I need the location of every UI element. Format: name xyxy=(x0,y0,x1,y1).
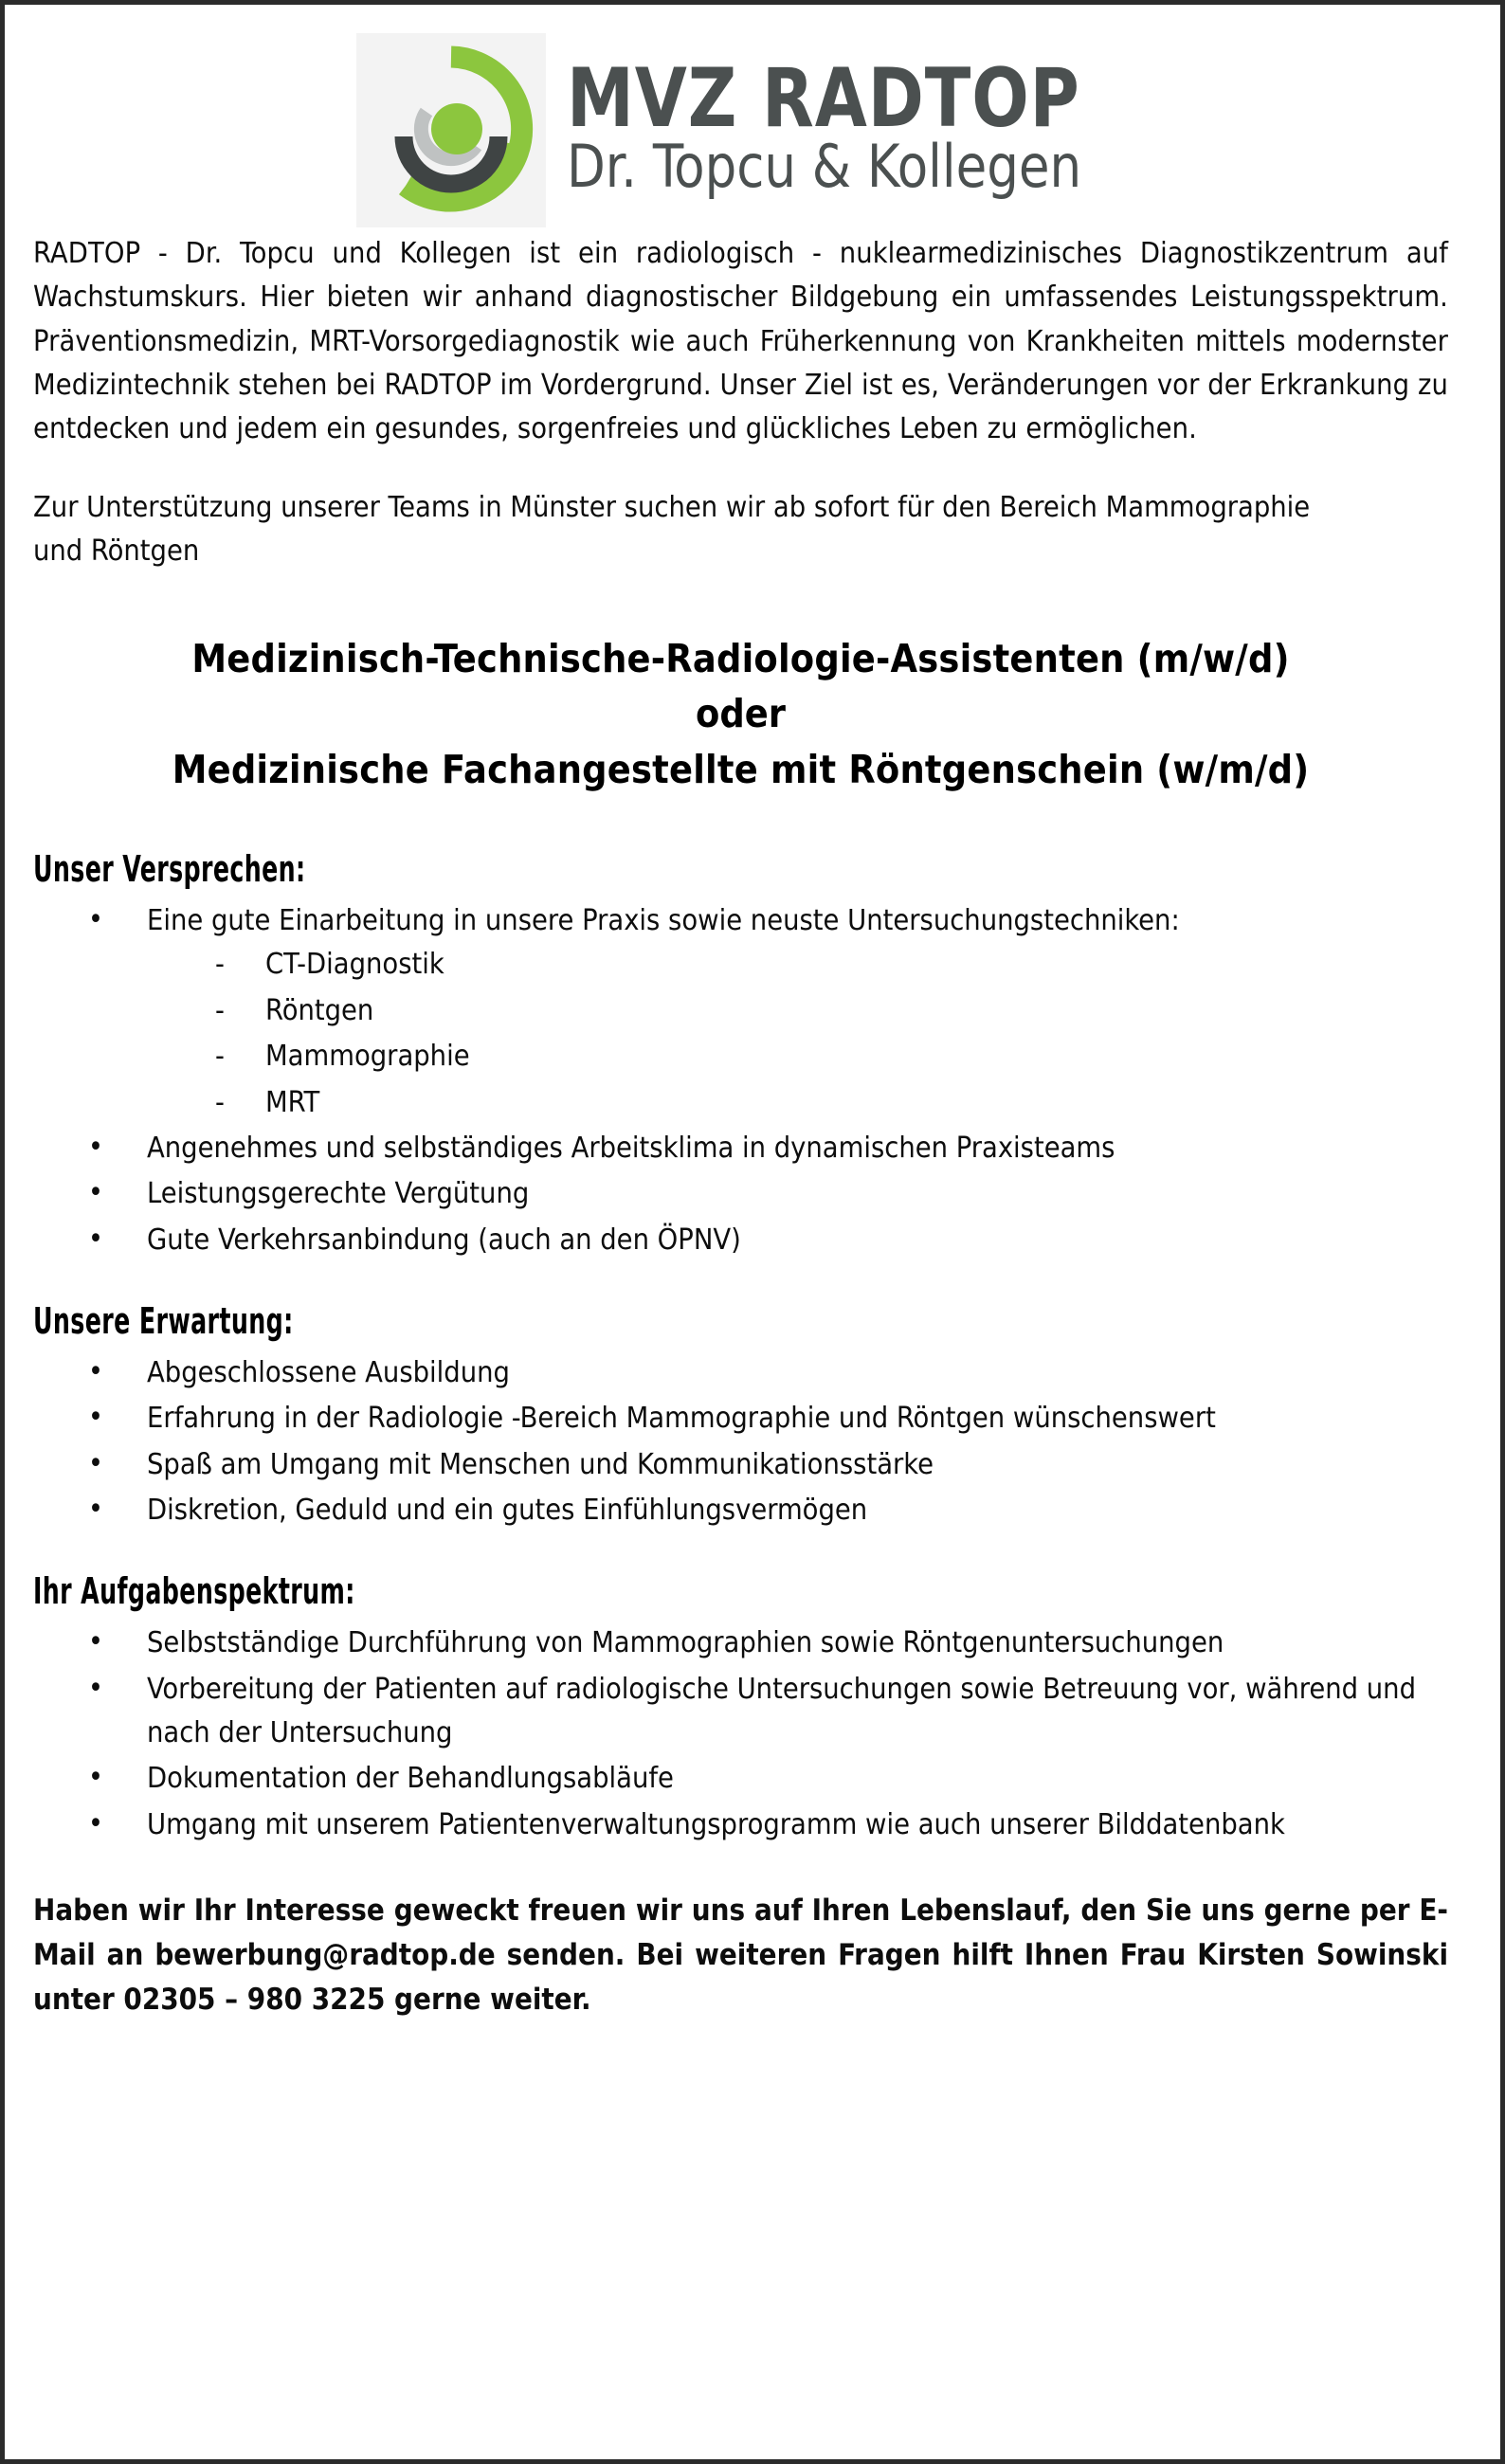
list-item: • Spaß am Umgang mit Menschen und Kommunikationsstärke xyxy=(33,1443,1448,1487)
lead-paragraph: Zur Unterstützung unserer Teams in Münster suchen wir ab sofort für den Bereich Mammographie und Röntgen xyxy=(33,490,1311,569)
bullet-list xyxy=(33,899,1448,1262)
closing-paragraph: Haben wir Ihr Interesse geweckt freuen wir uns auf Ihren Lebenslauf, den Sie uns gerne per E-Mail an bewerbung@radtop.de senden. Bei weiteren Fragen hilft Ihnen Frau Kirsten Sowinski unter 02305 – 980 3225 gerne weiter. xyxy=(33,1893,1448,2018)
section-unsere-erwartung xyxy=(33,1300,1448,1532)
intro-paragraph: RADTOP - Dr. Topcu und Kollegen ist ein radiologisch - nuklearmedizinisches Diagnostikzentrum auf Wachstumskurs. Hier bieten wir anhand diagnostischer Bildgebung ein umfassendes Leistungsspektrum. Präventionsmedizin, MRT-Vorsorgediagnostik wie auch Früherkennung von Krankheiten mittels modernster Medizintechnik stehen bei RADTOP im Vordergrund. Unser Ziel ist es, Veränderungen vor der Erkrankung zu entdecken und jedem ein gesundes, sorgenfreies und glückliches Leben zu ermöglichen. xyxy=(33,237,1448,446)
section-heading: Unser Versprechen: xyxy=(33,848,306,891)
sub-list-item: - Röntgen xyxy=(147,989,1448,1033)
list-item: • Vorbereitung der Patienten auf radiologische Untersuchungen sowie Betreuung vor, während und nach der Untersuchung xyxy=(33,1668,1448,1756)
section-unser-versprechen xyxy=(33,848,1448,1262)
list-item: • Selbstständige Durchführung von Mammographien sowie Röntgenuntersuchungen xyxy=(33,1622,1448,1665)
section-ihr-aufgabenspektrum xyxy=(33,1570,1448,1847)
sub-list-item: - Mammographie xyxy=(147,1035,1448,1078)
job-title-primary: Medizinisch-Technische-Radiologie-Assistenten (m/w/d) xyxy=(191,635,1290,681)
logo-brand-name: MVZ RADTOP xyxy=(567,51,1080,147)
bullet-list xyxy=(33,1351,1448,1532)
job-title-secondary: Medizinische Fachangestellte mit Röntgenschein (w/m/d) xyxy=(172,746,1310,792)
section-heading: Unsere Erwartung: xyxy=(33,1299,294,1342)
logo-brand-subtitle: Dr. Topcu & Kollegen xyxy=(567,131,1082,201)
list-item: • Leistungsgerechte Vergütung xyxy=(33,1172,1448,1216)
list-item: • Erfahrung in der Radiologie -Bereich Mammographie und Röntgen wünschenswert xyxy=(33,1397,1448,1440)
company-logo xyxy=(356,33,1125,227)
list-item: • Dokumentation der Behandlungsabläufe xyxy=(33,1757,1448,1801)
list-item xyxy=(33,899,1448,1125)
sub-list-item: - MRT xyxy=(147,1081,1448,1125)
list-item: • Angenehmes und selbständiges Arbeitsklima in dynamischen Praxisteams xyxy=(33,1127,1448,1170)
logo-wordmark xyxy=(567,51,1125,201)
list-item: • Umgang mit unserem Patientenverwaltungsprogramm wie auch unserer Bilddatenbank xyxy=(33,1803,1448,1847)
section-spacer xyxy=(33,1538,1448,1570)
page-content xyxy=(5,5,1500,2459)
list-item-text: Eine gute Einarbeitung in unsere Praxis sowie neuste Untersuchungstechniken: xyxy=(147,904,1180,938)
section-heading: Ihr Aufgabenspektrum: xyxy=(33,1570,355,1613)
radtop-circular-emblem-icon xyxy=(356,33,546,227)
list-item: • Abgeschlossene Ausbildung xyxy=(33,1351,1448,1395)
job-title-conjunction: oder xyxy=(696,691,786,737)
list-item: • Diskretion, Geduld und ein gutes Einfühlungsvermögen xyxy=(33,1489,1448,1532)
sub-bullet-list xyxy=(147,943,1448,1124)
section-spacer xyxy=(33,1268,1448,1300)
job-title-block xyxy=(33,633,1448,796)
bullet-list xyxy=(33,1622,1448,1847)
list-item: • Gute Verkehrsanbindung (auch an den ÖPNV) xyxy=(33,1219,1448,1262)
sub-list-item: - CT-Diagnostik xyxy=(147,943,1448,987)
page-header xyxy=(33,5,1448,232)
